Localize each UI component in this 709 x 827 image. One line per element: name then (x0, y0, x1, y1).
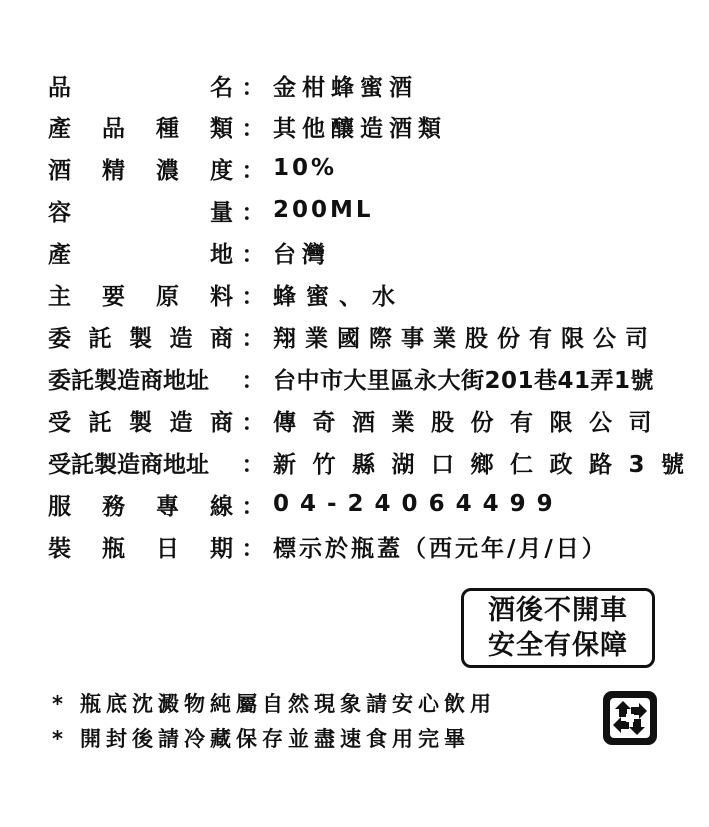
label-char: 量 (210, 199, 233, 226)
colon: ： (241, 535, 265, 562)
label-char: 產 (48, 241, 71, 268)
label-char: 類 (210, 115, 233, 142)
info-row-volume (48, 193, 374, 227)
label-char: 裝 (48, 535, 71, 562)
label-char: 務 (102, 493, 125, 520)
warning-line-2: 安全有保障 (488, 630, 628, 661)
label-char: 期 (210, 535, 233, 562)
info-row-product-type (48, 109, 447, 143)
label-char: 受 (48, 409, 71, 436)
drink-driving-warning-box (461, 588, 655, 668)
recycling-mark-icon (601, 689, 659, 747)
note-asterisk: * (52, 692, 63, 716)
label-char: 製 (129, 409, 152, 436)
label-char: 料 (210, 283, 233, 310)
label-contracted-address: 受託製造商地址 (48, 451, 209, 478)
label-char: 託 (88, 325, 112, 352)
info-row-contracting-address (48, 361, 654, 395)
info-row-bottling-date (48, 529, 608, 563)
label-char: 商 (210, 409, 233, 436)
warning-line-1: 酒後不開車 (488, 595, 628, 626)
label-char: 造 (169, 325, 193, 352)
label-char: 委 (48, 325, 71, 352)
value-product-type: 其他釀造酒類 (273, 115, 447, 142)
colon: ： (241, 325, 265, 352)
colon: ： (241, 157, 265, 184)
label-char: 產 (48, 115, 71, 142)
label-char: 製 (129, 325, 152, 352)
label-contracting-company (48, 320, 233, 353)
info-row-origin (48, 235, 331, 269)
info-row-contracting-company (48, 319, 657, 353)
colon: ： (241, 241, 265, 268)
label-char: 品 (48, 74, 71, 101)
label-char: 造 (169, 409, 193, 436)
label-contracted-company (48, 404, 233, 437)
note-asterisk: * (52, 727, 63, 751)
value-product-name: 金柑蜂蜜酒 (273, 74, 418, 101)
info-row-ingredients (48, 277, 405, 311)
label-product-name (48, 69, 233, 102)
value-origin: 台灣 (273, 241, 331, 268)
info-row-product-name (48, 68, 418, 102)
info-row-service-line (48, 487, 564, 521)
value-bottling-date: 標示於瓶蓋（西元年/月/日） (273, 535, 608, 562)
note-refrigerate-text: 開封後請冷藏保存並盡速食用完畢 (80, 727, 470, 751)
value-volume: 200ML (273, 197, 374, 223)
label-bottling-date (48, 530, 233, 563)
colon: ： (241, 199, 265, 226)
label-char: 原 (156, 283, 179, 310)
label-char: 酒 (48, 157, 71, 184)
label-char: 品 (102, 115, 125, 142)
label-char: 度 (210, 157, 233, 184)
label-char: 託 (88, 409, 112, 436)
label-ingredients (48, 278, 233, 311)
label-char: 專 (156, 493, 179, 520)
label-char: 種 (156, 115, 179, 142)
label-char: 精 (102, 157, 125, 184)
label-contracting-address: 委託製造商地址 (48, 367, 209, 394)
value-service-line: 04-24064499 (273, 491, 564, 517)
label-char: 名 (210, 74, 233, 101)
value-ingredients: 蜂蜜、水 (273, 283, 405, 310)
info-row-alcohol (48, 151, 337, 185)
label-alcohol (48, 152, 233, 185)
label-char: 濃 (156, 157, 179, 184)
value-contracting-address: 台中市大里區永大街201巷41弄1號 (273, 367, 655, 394)
info-row-contracted-address (48, 445, 701, 479)
label-origin (48, 236, 233, 269)
colon: ： (241, 74, 265, 101)
label-char: 日 (156, 535, 179, 562)
label-product-type (48, 110, 233, 143)
colon: ： (241, 451, 265, 478)
label-char: 線 (210, 493, 233, 520)
value-contracted-company: 傳奇酒業股份有限公司 (273, 409, 668, 436)
colon: ： (241, 409, 265, 436)
colon: ： (241, 493, 265, 520)
colon: ： (241, 283, 265, 310)
label-char: 主 (48, 283, 71, 310)
recycling-mark-svg (601, 689, 659, 747)
value-contracted-address: 新竹縣湖口鄉仁政路3號 (273, 451, 701, 478)
label-char: 地 (210, 241, 233, 268)
note-sediment (52, 688, 496, 718)
label-service-line (48, 488, 233, 521)
value-alcohol: 10% (273, 155, 338, 181)
label-char: 要 (102, 283, 125, 310)
label-char: 服 (48, 493, 71, 520)
label-volume (48, 194, 233, 227)
note-refrigerate (52, 723, 470, 753)
colon: ： (241, 367, 265, 394)
label-char: 瓶 (102, 535, 125, 562)
colon: ： (241, 115, 265, 142)
label-char: 容 (48, 199, 71, 226)
value-contracting-company: 翔業國際事業股份有限公司 (273, 325, 657, 352)
info-row-contracted-company (48, 403, 668, 437)
label-char: 商 (210, 325, 233, 352)
note-sediment-text: 瓶底沈澱物純屬自然現象請安心飲用 (80, 692, 496, 716)
